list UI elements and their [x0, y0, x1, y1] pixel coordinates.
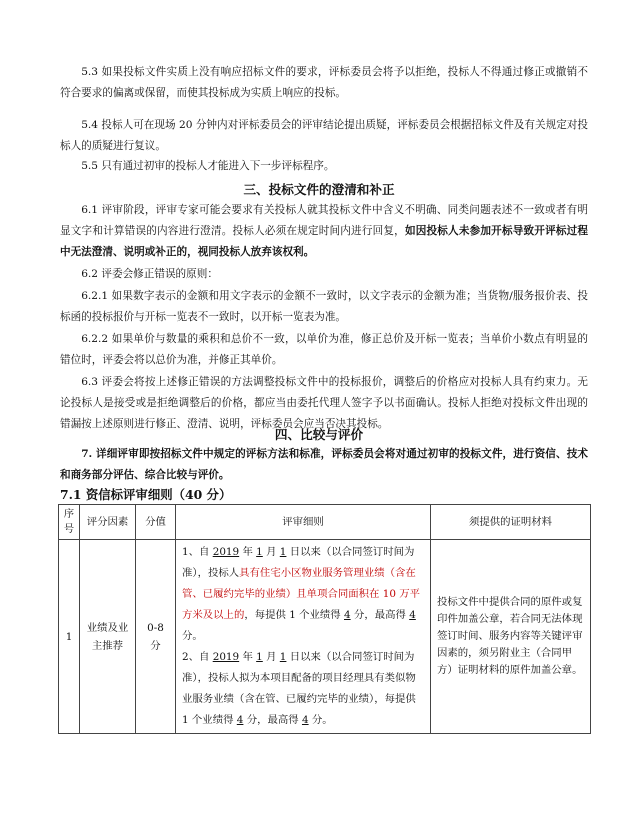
detail-day: 1 — [279, 651, 287, 663]
detail-score: 4 — [236, 714, 244, 726]
detail-text: 日以来（以合同签订时间为准），投标人拟为本项目配备的项目经理具有类似物业服务业绩（含在管、已履约完毕的业绩），每提供 1 个业绩得 — [182, 651, 416, 726]
paragraph-6-2-1: 6.2.1 如果数字表示的金额和用文字表示的金额不一致时，以文字表示的金额为准；当货物/服务报价表、投标函的投标报价与开标一览表不一致时，以开标一览表为准。 — [60, 290, 588, 323]
detail-item-1 — [182, 542, 424, 647]
header-score: 分值 — [136, 505, 176, 540]
scoring-table — [58, 504, 591, 734]
header-materials: 须提供的证明材料 — [431, 505, 591, 540]
section-heading-4: 四、比较与评价 — [274, 427, 364, 442]
paragraph-5-3: 5.3 如果投标文件实质上没有响应招标文件的要求，评标委员会将予以拒绝，投标人不得通过修正或撤销不符合要求的偏离或保留，而使其投标成为实质上响应的投标。 — [60, 66, 588, 99]
section-heading-3: 三、投标文件的澄清和补正 — [243, 182, 395, 197]
paragraph-5-5: 5.5 只有通过初审的投标人才能进入下一步评标程序。 — [81, 160, 335, 172]
cell-factor: 业绩及业主推荐 — [80, 540, 136, 734]
table-row — [59, 540, 591, 734]
detail-text: 分。 — [308, 714, 333, 726]
detail-text: 年 — [239, 651, 257, 663]
paragraph-6-2: 6.2 评委会修正错误的原则： — [81, 268, 218, 280]
paragraph-6-3: 6.3 评委会将按上述修正错误的方法调整投标文件中的投标报价，调整后的价格应对投标人具有约束力。无论投标人是接受或是拒绝调整后的价格，都应当由委托代理人签字予以书面确认。投标人拒绝对投标文件出现的错漏按上述原则进行修正、澄清、说明，评标委员会应当否决其投标。 — [60, 376, 588, 430]
detail-score: 4 — [344, 609, 351, 621]
header-seq: 序号 — [59, 505, 80, 540]
cell-score: 0-8 分 — [136, 540, 176, 734]
detail-year: 2019 — [212, 651, 240, 663]
cell-seq: 1 — [59, 540, 80, 734]
detail-text: 月 — [262, 651, 280, 663]
detail-month: 1 — [256, 651, 263, 663]
detail-text: 分，最高得 — [350, 609, 410, 621]
paragraph-6-1 — [60, 200, 588, 263]
detail-text: ，每提供 1 个业绩得 — [244, 609, 344, 621]
subsection-heading-7-1: 7.1 资信标评审细则（40 分） — [60, 487, 232, 502]
paragraph-5-4: 5.4 投标人可在现场 20 分钟内对评标委员会的评审结论提出质疑，评标委员会根据招标文件及有关规定对投标人的质疑进行复议。 — [60, 119, 588, 152]
detail-red-requirement: 具有住宅小区物业服务管理业绩（含在管、已履约完毕的业绩）且单项合同面积在 10 万平方米及以上的 — [182, 567, 421, 621]
detail-text: 1、自 — [182, 546, 213, 558]
detail-text: 分，最高得 — [243, 714, 302, 726]
table-header-row — [59, 505, 591, 540]
detail-text: 日以来（以合同签订时间为准），投标人 — [182, 546, 415, 579]
cell-materials: 投标文件中提供合同的原件或复印件加盖公章，若合同无法体现签订时间、服务内容等关键评审因素的，须另附业主（合同甲方）证明材料的原件加盖公章。 — [431, 540, 591, 734]
cell-detail — [176, 540, 431, 734]
paragraph-6-1-bold-text: 如因投标人未参加开标导致开评标过程中无法澄清、说明或补正的，视同投标人放弃该权利。 — [60, 225, 588, 258]
paragraph-7: 7. 详细评审即按招标文件中规定的评标方法和标准，评标委员会将对通过初审的投标文件，进行资信、技术和商务部分评估、综合比较与评价。 — [60, 448, 588, 481]
header-detail: 评审细则 — [176, 505, 431, 540]
detail-item-2 — [182, 647, 424, 731]
detail-score: 4 — [409, 609, 416, 621]
detail-text: 2、自 — [182, 651, 213, 663]
detail-text: 月 — [262, 546, 280, 558]
paragraph-6-1-text: 6.1 评审阶段，评审专家可能会要求有关投标人就其投标文件中含义不明确、同类问题表述不一致或者有明显文字和计算错误的内容进行澄清。投标人必须在规定时间内进行回复， — [60, 204, 588, 237]
detail-month: 1 — [256, 546, 263, 558]
header-factor: 评分因素 — [80, 505, 136, 540]
detail-day: 1 — [279, 546, 287, 558]
detail-score: 4 — [301, 714, 309, 726]
paragraph-6-2-2: 6.2.2 如果单价与数量的乘积和总价不一致，以单价为准，修正总价及开标一览表；当单价小数点有明显的错位时，评委会将以总价为准，并修正其单价。 — [60, 333, 588, 366]
detail-text: 年 — [239, 546, 257, 558]
detail-year: 2019 — [212, 546, 240, 558]
detail-text: 分。 — [182, 630, 203, 642]
